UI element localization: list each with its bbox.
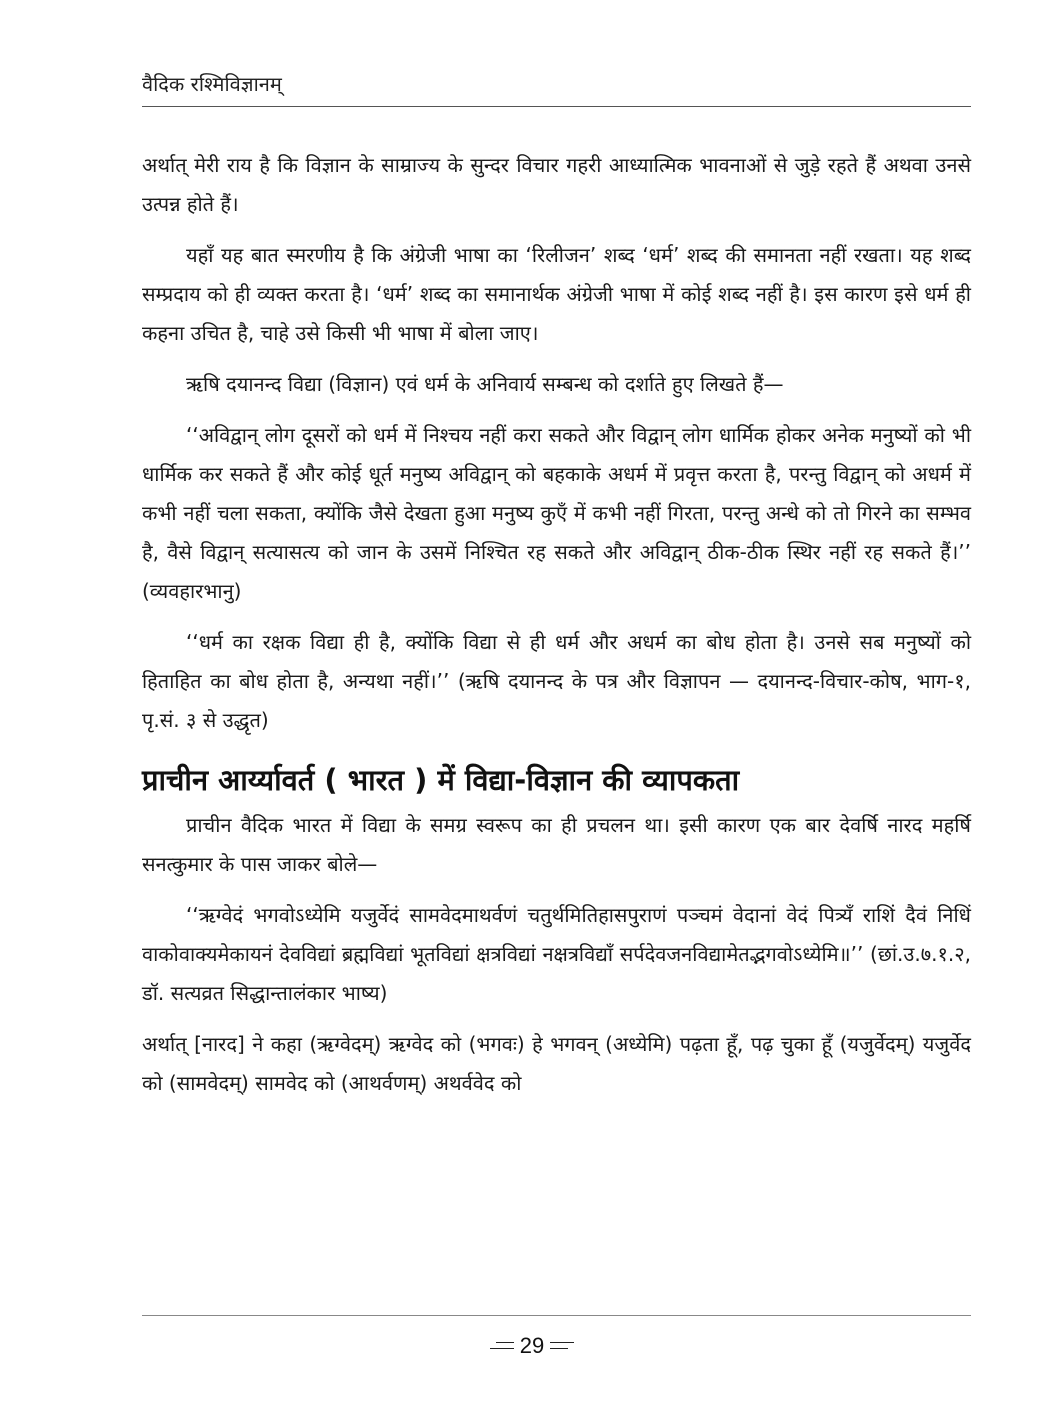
page-number: [0, 1330, 1064, 1361]
paragraph-opinion: अर्थात् मेरी राय है कि विज्ञान के साम्राज्य के सुन्दर विचार गहरी आध्यात्मिक भावनाओं से जुड़े रहते हैं अथवा उनसे उत्पन्न होते हैं।: [142, 153, 971, 216]
quote-dharma-rakshak: ‘‘धर्म का रक्षक विद्या ही है, क्योंकि विद्या से ही धर्म और अधर्म का बोध होता है। उनसे सब मनुष्यों को हिताहित का बोध होता है, अन्यथा नहीं।’’ (ऋषि दयानन्द के पत्र और विज्ञापन — दयानन्द-विचार-कोष, भाग-१, पृ.सं. ३ से उद्धृत): [142, 630, 971, 732]
section-heading: प्राचीन आर्य्यावर्त ( भारत ) में विद्या-विज्ञान की व्यापकता: [142, 763, 740, 797]
paragraph-dayanand-intro: ऋषि दयानन्द विद्या (विज्ञान) एवं धर्म के अनिवार्य सम्बन्ध को दर्शाते हुए लिखते हैं—: [186, 372, 784, 396]
page-number-left-ornament: [490, 1341, 514, 1351]
paragraph-translation: अर्थात् [नारद] ने कहा (ऋग्वेदम्) ऋग्वेद को (भगवः) हे भगवन् (अध्येमि) पढ़ता हूँ, पढ़ चुका हूँ (यजुर्वेदम्) यजुर्वेद को (सामवेदम्) सामवेद को (आथर्वणम्) अथर्ववेद को: [142, 1032, 971, 1095]
paragraph-ancient-india: प्राचीन वैदिक भारत में विद्या के समग्र स्वरूप का ही प्रचलन था। इसी कारण एक बार देवर्षि नारद महर्षि सनत्कुमार के पास जाकर बोले—: [142, 813, 971, 876]
page-number-value: 29: [519, 1333, 545, 1359]
footer-rule: [142, 1315, 971, 1316]
page-number-right-ornament: [550, 1341, 574, 1351]
header-rule: [142, 106, 971, 107]
body-text: [142, 146, 971, 1115]
running-header: वैदिक रश्मिविज्ञानम्: [142, 72, 282, 96]
quote-vyavaharbhanu: ‘‘अविद्वान् लोग दूसरों को धर्म में निश्चय नहीं करा सकते और विद्वान् लोग धार्मिक होकर अनेक मनुष्यों को भी धार्मिक कर सकते हैं और कोई धूर्त मनुष्य अविद्वान् को बहकाके अधर्म में प्रवृत्त करता है, परन्तु विद्वान् को अधर्म में कभी नहीं चला सकता, क्योंकि जैसे देखता हुआ मनुष्य कुएँ में कभी नहीं गिरता, परन्तु अन्धे को तो गिरने का सम्भव है, वैसे विद्वान् सत्यासत्य को जान के उसमें निश्चित रह सकते और अविद्वान् ठीक-ठीक स्थिर नहीं रह सकते हैं।’’ (व्यवहारभानु): [142, 423, 971, 603]
quote-chandogya: ‘‘ऋग्वेदं भगवोऽध्येमि यजुर्वेदं सामवेदमाथर्वणं चतुर्थमितिहासपुराणं पञ्चमं वेदानां वेदं पित्र्यँ राशिं दैवं निधिं वाकोवाक्यमेकायनं देवविद्यां ब्रह्मविद्यां भूतविद्यां क्षत्रविद्यां नक्षत्रविद्याँ सर्पदेवजनविद्यामेतद्भगवोऽध्येमि॥’’ (छां.उ.७.१.२, डॉ. सत्यव्रत सिद्धान्तालंकार भाष्य): [142, 903, 971, 1005]
paragraph-religion-dharma: यहाँ यह बात स्मरणीय है कि अंग्रेजी भाषा का ‘रिलीजन’ शब्द ‘धर्म’ शब्द की समानता नहीं रखता। यह शब्द सम्प्रदाय को ही व्यक्त करता है। ‘धर्म’ शब्द का समानार्थक अंग्रेजी भाषा में कोई शब्द नहीं है। इस कारण इसे धर्म ही कहना उचित है, चाहे उसे किसी भी भाषा में बोला जाए।: [142, 243, 971, 345]
